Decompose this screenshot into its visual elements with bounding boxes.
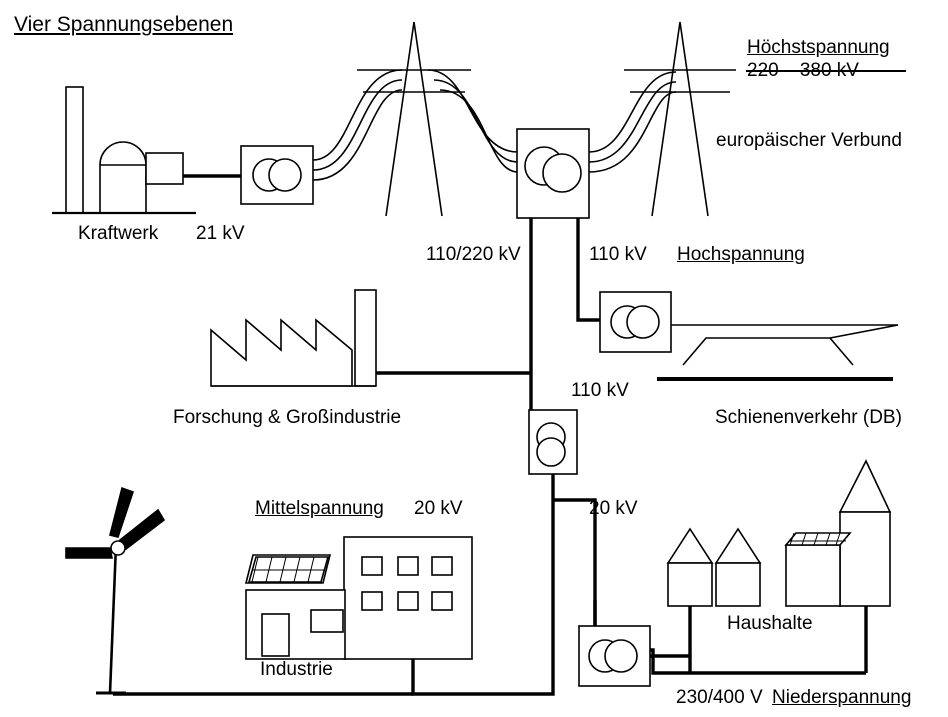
label-110-kv-a: 110 kV [589,244,647,265]
solar-panel-icon [249,557,328,582]
transformer-icon-3 [579,626,650,686]
overhead-lines-left [313,70,402,180]
transformer-icon-2 [529,410,577,474]
label-europaeischer-verbund: europäischer Verbund [716,130,902,151]
houses-icon [668,461,890,606]
pylon-icon-left [357,22,471,216]
line-substation-to-db [578,218,600,320]
label-niederspannung: Niederspannung [772,687,912,708]
label-mittelspannung-value: 20 kV [414,498,463,519]
label-20-kv: 20 kV [589,498,638,519]
label-110-220-kv: 110/220 kV [426,244,521,265]
transformer-icon-db [600,292,671,352]
transformer-icon-1 [241,146,313,204]
factory-icon [211,290,376,386]
page-title: Vier Spannungsebenen [14,13,234,36]
overhead-lines-right [589,72,676,172]
label-110-kv-b: 110 kV [571,380,629,401]
label-hoechstspannung-value: 220 – 380 kV [747,60,859,81]
label-kraftwerk-voltage: 21 kV [196,223,245,244]
label-hochspannung: Hochspannung [677,244,805,265]
substation-icon [517,129,589,218]
wind-turbine-icon [66,488,164,693]
label-schienenverkehr: Schienenverkehr (DB) [715,407,902,428]
label-forschung-grossindustrie: Forschung & Großindustrie [173,407,402,428]
pylon-icon-right [624,22,736,216]
industry-building-icon [246,537,472,659]
label-haushalte: Haushalte [727,613,813,634]
label-hoechstspannung: Höchstspannung [747,37,890,58]
overhead-lines-mid [428,70,518,172]
power-plant-icon [52,87,196,213]
label-mittelspannung: Mittelspannung [255,498,384,519]
label-industrie: Industrie [260,659,333,680]
train-icon [657,325,898,379]
label-niederspannung-value: 230/400 V [676,687,763,708]
label-kraftwerk: Kraftwerk [78,223,159,244]
